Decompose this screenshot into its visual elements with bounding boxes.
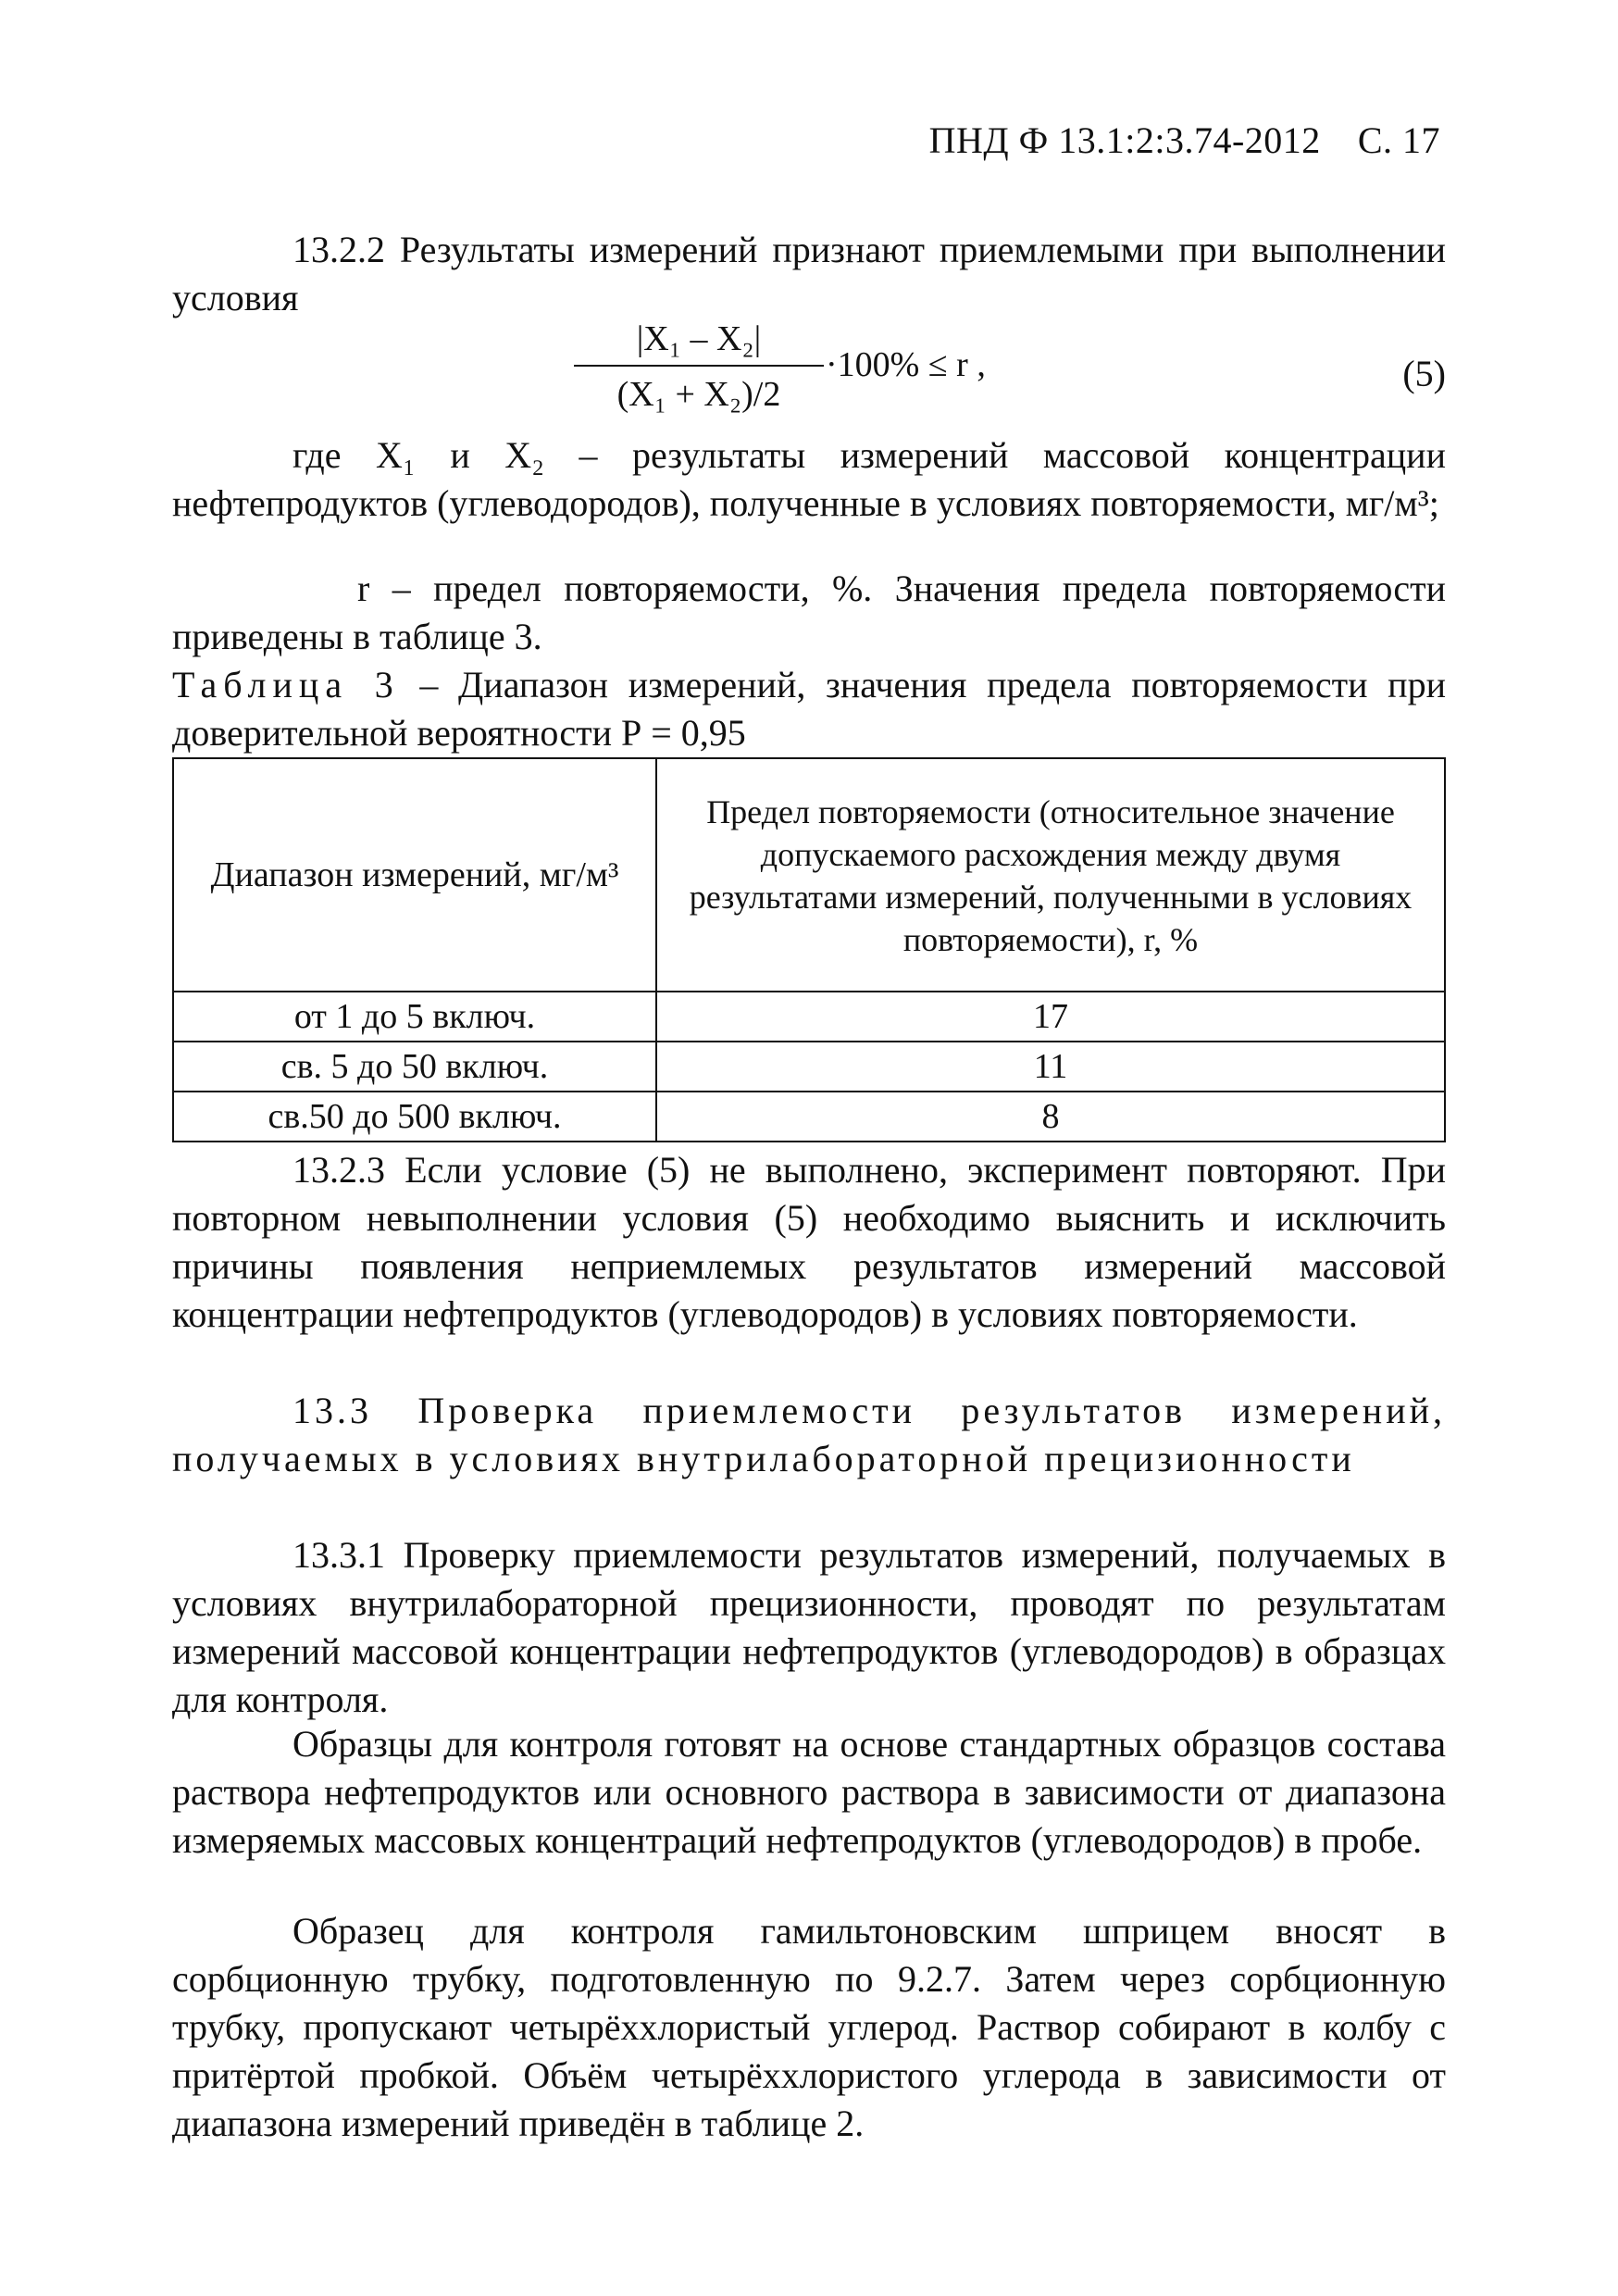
section-heading-13-3 xyxy=(172,1387,1446,1483)
section-heading-line-1: 13.3 Проверка приемлемости результатов измерений, xyxy=(292,1390,1446,1431)
paragraph-control-samples: Образцы для контроля готовят на основе стандартных образцов состава раствора нефтепродуктов или основного раствора в зависимости от диапазона измеряемых массовых концентраций нефтепродуктов (углеводородов) в пробе. xyxy=(172,1723,1446,1861)
fraction-bar xyxy=(574,365,824,367)
table-row xyxy=(173,1092,1445,1142)
table-caption xyxy=(172,661,1446,757)
cell-value: 17 xyxy=(656,992,1445,1042)
formula-rest: ·100% ≤ r , xyxy=(826,345,986,384)
table-caption-text: – Диапазон измерений, значения предела повторяемости при доверительной вероятности Р = 0,95 xyxy=(172,664,1446,754)
formula-5 xyxy=(574,315,1446,426)
paragraph-r-definition: r – предел повторяемости, %. Значения предела повторяемости приведены в таблице 3. xyxy=(172,568,1446,657)
cell-range: от 1 до 5 включ. xyxy=(173,992,656,1042)
formula-denominator: (X₁ + X₂)/2 xyxy=(616,375,781,414)
formula-numerator: |X₁ – X₂| xyxy=(636,319,762,358)
cell-range: св.50 до 500 включ. xyxy=(173,1092,656,1142)
table-row xyxy=(173,992,1445,1042)
paragraph-where: где X₁ и X₂ – результаты измерений массовой концентрации нефтепродуктов (углеводородов), полученные в условиях повторяемости, мг/м³; xyxy=(172,434,1446,524)
formula-fraction xyxy=(574,315,824,418)
page-header xyxy=(929,119,1440,162)
document-code: ПНД Ф 13.1:2:3.74-2012 xyxy=(928,119,1321,161)
header-measurement-range: Диапазон измерений, мг/м³ xyxy=(173,758,656,992)
cell-value: 11 xyxy=(656,1042,1445,1092)
page-number: С. 17 xyxy=(1357,119,1440,161)
paragraph-syringe: Образец для контроля гамильтоновским шприцем вносят в сорбционную трубку, подготовленную по 9.2.7. Затем через сорбционную трубку, пропускают четырёххлористый углерод. Раствор собирают в колбу с притёртой пробкой. Объём четырёххлористого углерода в зависимости от диапазона измерений приведён в таблице 2. xyxy=(172,1910,1446,2144)
header-repeatability-limit: Предел повторяемости (относительное значение допускаемого расхождения между двумя результатами измерений, полученными в условиях повторяемости), r, % xyxy=(656,758,1445,992)
paragraph-13-3-1: 13.3.1 Проверку приемлемости результатов измерений, получаемых в условиях внутрилабораторной прецизионности, проводят по результатам измерений массовой концентрации нефтепродуктов (углеводородов) в образцах для контроля. xyxy=(172,1534,1446,1720)
paragraph-13-2-3: 13.2.3 Если условие (5) не выполнено, эксперимент повторяют. При повторном невыполнении условия (5) необходимо выяснить и исключить причины появления неприемлемых результатов измерений массовой концентрации нефтепродуктов (углеводородов) в условиях повторяемости. xyxy=(172,1149,1446,1335)
cell-range: св. 5 до 50 включ. xyxy=(173,1042,656,1092)
repeatability-table xyxy=(172,757,1446,1142)
table-row xyxy=(173,1042,1445,1092)
cell-value: 8 xyxy=(656,1092,1445,1142)
table-header-row xyxy=(173,758,1445,992)
formula-number: (5) xyxy=(1402,353,1446,394)
table-caption-label: Таблица 3 xyxy=(172,664,400,705)
section-heading-line-2: получаемых в условиях внутрилабораторной прецизионности xyxy=(172,1438,1355,1479)
paragraph-13-2-2: 13.2.2 Результаты измерений признают приемлемыми при выполнении условия xyxy=(172,229,1446,318)
